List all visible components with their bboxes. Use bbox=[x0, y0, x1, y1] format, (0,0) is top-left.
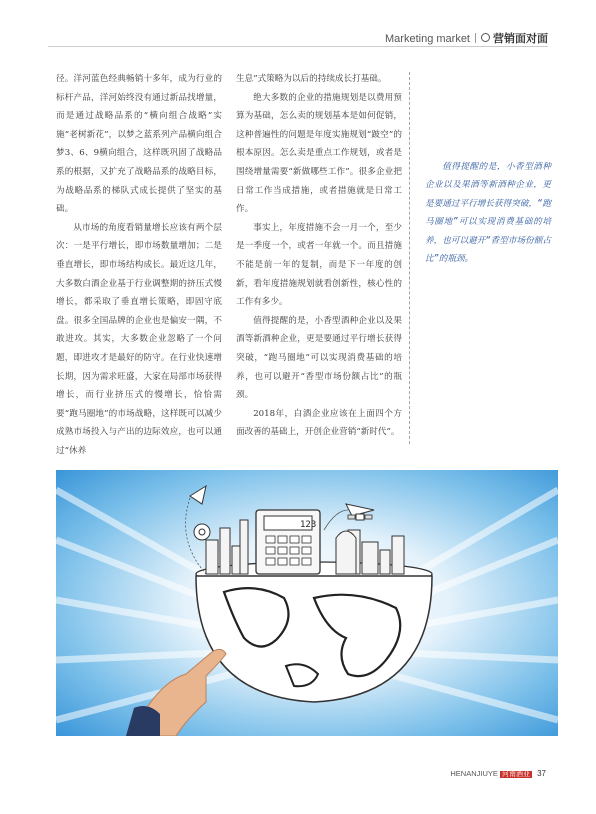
gear-icon bbox=[194, 524, 210, 540]
section-title-cn: 营销面对面 bbox=[493, 33, 548, 45]
magazine-name: HENANJIUYE bbox=[450, 769, 498, 778]
article-column-left bbox=[56, 70, 222, 460]
column-divider bbox=[409, 72, 410, 444]
pull-quote-text: 值得提醒的是，小香型酒种企业以及果酒等新酒种企业，更是要通过平行增长获得突破，“跑马圈地”可以实现消费基础的培养，也可以避开“香型市场份额占比”的瓶颈。 bbox=[425, 162, 551, 265]
section-title-en: Marketing market bbox=[385, 33, 470, 45]
calculator-display: 123 bbox=[300, 520, 317, 530]
globe-city-illustration bbox=[56, 470, 558, 736]
pull-quote bbox=[425, 158, 551, 268]
paragraph: 事实上，年度措施不会一月一个，至少是一季度一个，或者一年就一个。而且措施不能是前一年的复制，而是下一年度的创新，看年度措施规划就看创新性，核心性的工作有多少。 bbox=[236, 222, 402, 308]
page-header bbox=[385, 30, 548, 46]
header-separator bbox=[475, 33, 476, 43]
page-number: 37 bbox=[537, 769, 546, 778]
paragraph: 绝大多数的企业的措施规划是以费用预算为基础，怎么卖的规划基本是如何促销，这种普遍性的问题是年度实施规划“跛空”的根本原因。怎么卖是重点工作规划，或者是围绕增量需要“新做哪些工作”。很多企业把日常工作当成措施，或者措施就是日常工作。 bbox=[236, 92, 402, 215]
page-footer bbox=[450, 769, 546, 779]
paragraph: 从市场的角度看销量增长应该有两个层次：一是平行增长，即市场数量增加；二是垂直增长，即市场结构成长。最近这几年，大多数白酒企业基于行业调整期的挤压式慢增长，都采取了垂直增长策略，即固守底盘。很多全国品牌的企业也是偏安一隅，不敢进攻。其实，大多数企业忽略了一个问题，即进攻才是最好的防守。在行业快速增长期，因为需求旺盛，大家在局部市场获得增长，而行业挤压式的慢增长，恰恰需要“跑马圈地”的市场战略，这样既可以减少成熟市场投入与产出的边际效应，也可以通过“休养 bbox=[56, 222, 222, 456]
paragraph: 2018年，白酒企业应该在上面四个方面改善的基础上，开创企业营销“新时代”。 bbox=[236, 408, 402, 438]
paragraph: 径。洋河蓝色经典畅销十多年，成为行业的标杆产品，洋河始终没有通过新品找增量，而是通过战略品系的“横向组合战略”实施“老树新花”，以梦之蓝系列产品横向组合梦3、6、9横向组合，这样既巩固了战略品系的根据，又扩充了战略品系的战略目标，为战略品系的梯队式成长提供了坚实的基础。 bbox=[56, 74, 222, 215]
paragraph: 生息”式策略为以后的持续成长打基础。 bbox=[236, 74, 387, 84]
article-column-middle bbox=[236, 70, 402, 442]
header-rule bbox=[48, 46, 548, 47]
circle-icon bbox=[481, 33, 490, 42]
satellite-icon bbox=[348, 514, 372, 520]
illustration-image bbox=[56, 470, 558, 736]
magazine-brand: 河南酒业 bbox=[502, 771, 530, 778]
calculator-icon bbox=[256, 510, 320, 574]
paragraph: 值得提醒的是，小香型酒种企业以及果酒等新酒种企业，更是要通过平行增长获得突破，“跑马圈地”可以实现消费基础的培养，也可以避开“香型市场份额占比”的瓶颈。 bbox=[236, 315, 402, 401]
